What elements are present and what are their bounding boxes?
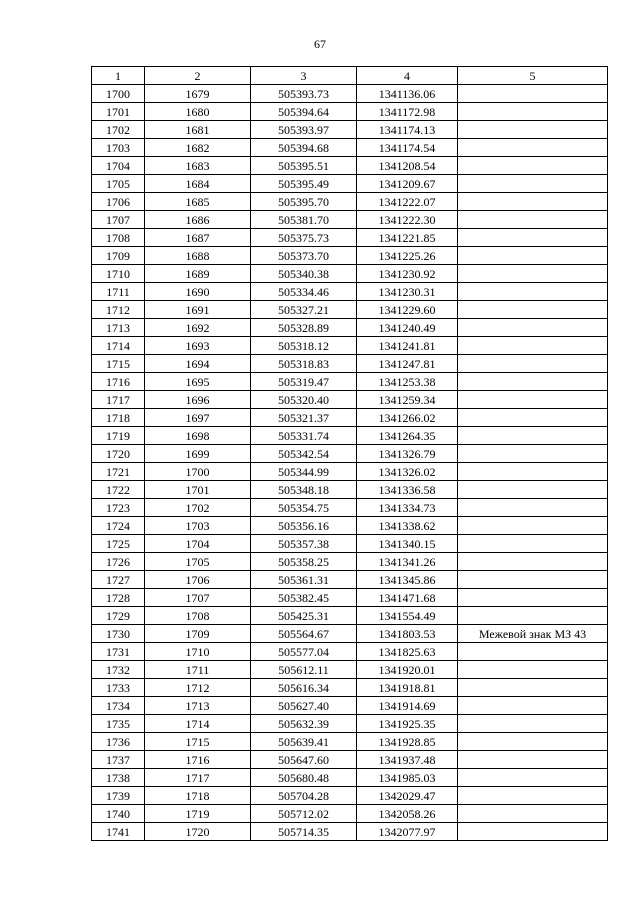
index-cell: 1709 bbox=[145, 625, 251, 643]
point-number-cell: 1706 bbox=[92, 193, 145, 211]
note-cell bbox=[458, 589, 608, 607]
index-cell: 1694 bbox=[145, 355, 251, 373]
table-row bbox=[92, 661, 608, 679]
point-number-cell: 1727 bbox=[92, 571, 145, 589]
note-cell bbox=[458, 121, 608, 139]
index-cell: 1704 bbox=[145, 535, 251, 553]
y-coordinate-cell: 1342077.97 bbox=[357, 823, 458, 841]
y-coordinate-cell: 1341259.34 bbox=[357, 391, 458, 409]
table-row bbox=[92, 157, 608, 175]
point-number-cell: 1728 bbox=[92, 589, 145, 607]
table-row bbox=[92, 373, 608, 391]
note-cell bbox=[458, 805, 608, 823]
point-number-cell: 1721 bbox=[92, 463, 145, 481]
point-number-cell: 1701 bbox=[92, 103, 145, 121]
point-number-cell: 1729 bbox=[92, 607, 145, 625]
y-coordinate-cell: 1341937.48 bbox=[357, 751, 458, 769]
table-row bbox=[92, 301, 608, 319]
index-cell: 1687 bbox=[145, 229, 251, 247]
table-row bbox=[92, 319, 608, 337]
point-number-cell: 1719 bbox=[92, 427, 145, 445]
table-row bbox=[92, 553, 608, 571]
y-coordinate-cell: 1341985.03 bbox=[357, 769, 458, 787]
y-coordinate-cell: 1341825.63 bbox=[357, 643, 458, 661]
note-cell bbox=[458, 769, 608, 787]
header-row bbox=[92, 67, 608, 85]
index-cell: 1707 bbox=[145, 589, 251, 607]
table-row bbox=[92, 643, 608, 661]
point-number-cell: 1733 bbox=[92, 679, 145, 697]
note-cell bbox=[458, 535, 608, 553]
x-coordinate-cell: 505564.67 bbox=[251, 625, 357, 643]
index-cell: 1697 bbox=[145, 409, 251, 427]
coordinates-table bbox=[91, 66, 608, 841]
x-coordinate-cell: 505612.11 bbox=[251, 661, 357, 679]
table-row bbox=[92, 481, 608, 499]
index-cell: 1696 bbox=[145, 391, 251, 409]
point-number-cell: 1710 bbox=[92, 265, 145, 283]
x-coordinate-cell: 505320.40 bbox=[251, 391, 357, 409]
table-header bbox=[92, 67, 608, 85]
note-cell bbox=[458, 715, 608, 733]
y-coordinate-cell: 1341136.06 bbox=[357, 85, 458, 103]
x-coordinate-cell: 505344.99 bbox=[251, 463, 357, 481]
table-row bbox=[92, 751, 608, 769]
x-coordinate-cell: 505361.31 bbox=[251, 571, 357, 589]
table-row bbox=[92, 103, 608, 121]
x-coordinate-cell: 505321.37 bbox=[251, 409, 357, 427]
index-cell: 1692 bbox=[145, 319, 251, 337]
y-coordinate-cell: 1341471.68 bbox=[357, 589, 458, 607]
index-cell: 1705 bbox=[145, 553, 251, 571]
y-coordinate-cell: 1341209.67 bbox=[357, 175, 458, 193]
point-number-cell: 1738 bbox=[92, 769, 145, 787]
x-coordinate-cell: 505395.70 bbox=[251, 193, 357, 211]
note-cell bbox=[458, 85, 608, 103]
index-cell: 1710 bbox=[145, 643, 251, 661]
x-coordinate-cell: 505393.97 bbox=[251, 121, 357, 139]
table-row bbox=[92, 787, 608, 805]
x-coordinate-cell: 505395.51 bbox=[251, 157, 357, 175]
x-coordinate-cell: 505328.89 bbox=[251, 319, 357, 337]
x-coordinate-cell: 505373.70 bbox=[251, 247, 357, 265]
index-cell: 1698 bbox=[145, 427, 251, 445]
point-number-cell: 1734 bbox=[92, 697, 145, 715]
y-coordinate-cell: 1341918.81 bbox=[357, 679, 458, 697]
x-coordinate-cell: 505340.38 bbox=[251, 265, 357, 283]
y-coordinate-cell: 1341230.92 bbox=[357, 265, 458, 283]
note-cell bbox=[458, 463, 608, 481]
note-cell bbox=[458, 553, 608, 571]
point-number-cell: 1724 bbox=[92, 517, 145, 535]
point-number-cell: 1726 bbox=[92, 553, 145, 571]
point-number-cell: 1708 bbox=[92, 229, 145, 247]
note-cell bbox=[458, 751, 608, 769]
index-cell: 1701 bbox=[145, 481, 251, 499]
y-coordinate-cell: 1341264.35 bbox=[357, 427, 458, 445]
point-number-cell: 1712 bbox=[92, 301, 145, 319]
table-row bbox=[92, 409, 608, 427]
table-row bbox=[92, 85, 608, 103]
note-cell bbox=[458, 517, 608, 535]
y-coordinate-cell: 1341554.49 bbox=[357, 607, 458, 625]
x-coordinate-cell: 505356.16 bbox=[251, 517, 357, 535]
y-coordinate-cell: 1341326.79 bbox=[357, 445, 458, 463]
y-coordinate-cell: 1341326.02 bbox=[357, 463, 458, 481]
x-coordinate-cell: 505395.49 bbox=[251, 175, 357, 193]
y-coordinate-cell: 1341230.31 bbox=[357, 283, 458, 301]
index-cell: 1715 bbox=[145, 733, 251, 751]
x-coordinate-cell: 505632.39 bbox=[251, 715, 357, 733]
note-cell bbox=[458, 283, 608, 301]
note-cell bbox=[458, 211, 608, 229]
index-cell: 1695 bbox=[145, 373, 251, 391]
x-coordinate-cell: 505358.25 bbox=[251, 553, 357, 571]
table-row bbox=[92, 733, 608, 751]
point-number-cell: 1739 bbox=[92, 787, 145, 805]
table-row bbox=[92, 121, 608, 139]
table-row bbox=[92, 211, 608, 229]
table-row bbox=[92, 391, 608, 409]
index-cell: 1683 bbox=[145, 157, 251, 175]
x-coordinate-cell: 505714.35 bbox=[251, 823, 357, 841]
table-row bbox=[92, 607, 608, 625]
x-coordinate-cell: 505331.74 bbox=[251, 427, 357, 445]
table-row bbox=[92, 229, 608, 247]
point-number-cell: 1718 bbox=[92, 409, 145, 427]
index-cell: 1690 bbox=[145, 283, 251, 301]
index-cell: 1713 bbox=[145, 697, 251, 715]
y-coordinate-cell: 1342029.47 bbox=[357, 787, 458, 805]
y-coordinate-cell: 1341222.07 bbox=[357, 193, 458, 211]
note-cell bbox=[458, 229, 608, 247]
y-coordinate-cell: 1341334.73 bbox=[357, 499, 458, 517]
header-cell-1: 1 bbox=[92, 67, 145, 85]
y-coordinate-cell: 1341341.26 bbox=[357, 553, 458, 571]
x-coordinate-cell: 505647.60 bbox=[251, 751, 357, 769]
point-number-cell: 1716 bbox=[92, 373, 145, 391]
y-coordinate-cell: 1341253.38 bbox=[357, 373, 458, 391]
index-cell: 1717 bbox=[145, 769, 251, 787]
index-cell: 1714 bbox=[145, 715, 251, 733]
x-coordinate-cell: 505319.47 bbox=[251, 373, 357, 391]
table-row bbox=[92, 535, 608, 553]
x-coordinate-cell: 505425.31 bbox=[251, 607, 357, 625]
table-row bbox=[92, 679, 608, 697]
note-cell bbox=[458, 481, 608, 499]
table-row bbox=[92, 517, 608, 535]
x-coordinate-cell: 505318.83 bbox=[251, 355, 357, 373]
note-cell bbox=[458, 445, 608, 463]
x-coordinate-cell: 505639.41 bbox=[251, 733, 357, 751]
y-coordinate-cell: 1341229.60 bbox=[357, 301, 458, 319]
y-coordinate-cell: 1341221.85 bbox=[357, 229, 458, 247]
index-cell: 1689 bbox=[145, 265, 251, 283]
index-cell: 1684 bbox=[145, 175, 251, 193]
x-coordinate-cell: 505394.68 bbox=[251, 139, 357, 157]
y-coordinate-cell: 1341340.15 bbox=[357, 535, 458, 553]
y-coordinate-cell: 1341266.02 bbox=[357, 409, 458, 427]
note-cell bbox=[458, 499, 608, 517]
index-cell: 1700 bbox=[145, 463, 251, 481]
y-coordinate-cell: 1341172.98 bbox=[357, 103, 458, 121]
note-cell bbox=[458, 427, 608, 445]
header-cell-2: 2 bbox=[145, 67, 251, 85]
note-cell bbox=[458, 103, 608, 121]
table-row bbox=[92, 175, 608, 193]
note-cell bbox=[458, 337, 608, 355]
note-cell bbox=[458, 139, 608, 157]
note-cell bbox=[458, 193, 608, 211]
note-cell bbox=[458, 373, 608, 391]
x-coordinate-cell: 505348.18 bbox=[251, 481, 357, 499]
x-coordinate-cell: 505375.73 bbox=[251, 229, 357, 247]
note-cell bbox=[458, 607, 608, 625]
y-coordinate-cell: 1341928.85 bbox=[357, 733, 458, 751]
point-number-cell: 1709 bbox=[92, 247, 145, 265]
point-number-cell: 1717 bbox=[92, 391, 145, 409]
y-coordinate-cell: 1341208.54 bbox=[357, 157, 458, 175]
table-row bbox=[92, 823, 608, 841]
point-number-cell: 1711 bbox=[92, 283, 145, 301]
table-row bbox=[92, 463, 608, 481]
note-cell bbox=[458, 319, 608, 337]
x-coordinate-cell: 505393.73 bbox=[251, 85, 357, 103]
table-body bbox=[92, 85, 608, 841]
table-row bbox=[92, 427, 608, 445]
page-number: 67 bbox=[314, 37, 326, 51]
point-number-cell: 1713 bbox=[92, 319, 145, 337]
y-coordinate-cell: 1341345.86 bbox=[357, 571, 458, 589]
point-number-cell: 1737 bbox=[92, 751, 145, 769]
x-coordinate-cell: 505354.75 bbox=[251, 499, 357, 517]
index-cell: 1682 bbox=[145, 139, 251, 157]
note-cell bbox=[458, 679, 608, 697]
header-cell-3: 3 bbox=[251, 67, 357, 85]
table-row bbox=[92, 247, 608, 265]
point-number-cell: 1731 bbox=[92, 643, 145, 661]
point-number-cell: 1707 bbox=[92, 211, 145, 229]
x-coordinate-cell: 505357.38 bbox=[251, 535, 357, 553]
point-number-cell: 1700 bbox=[92, 85, 145, 103]
y-coordinate-cell: 1341225.26 bbox=[357, 247, 458, 265]
table-row bbox=[92, 265, 608, 283]
table-row bbox=[92, 625, 608, 643]
index-cell: 1681 bbox=[145, 121, 251, 139]
table-row bbox=[92, 571, 608, 589]
x-coordinate-cell: 505318.12 bbox=[251, 337, 357, 355]
note-cell bbox=[458, 787, 608, 805]
y-coordinate-cell: 1341803.53 bbox=[357, 625, 458, 643]
x-coordinate-cell: 505704.28 bbox=[251, 787, 357, 805]
table-row bbox=[92, 697, 608, 715]
index-cell: 1680 bbox=[145, 103, 251, 121]
table-row bbox=[92, 139, 608, 157]
note-cell: Межевой знак МЗ 43 bbox=[458, 625, 608, 643]
point-number-cell: 1740 bbox=[92, 805, 145, 823]
index-cell: 1719 bbox=[145, 805, 251, 823]
y-coordinate-cell: 1341222.30 bbox=[357, 211, 458, 229]
table-row bbox=[92, 283, 608, 301]
index-cell: 1699 bbox=[145, 445, 251, 463]
index-cell: 1720 bbox=[145, 823, 251, 841]
point-number-cell: 1730 bbox=[92, 625, 145, 643]
point-number-cell: 1725 bbox=[92, 535, 145, 553]
index-cell: 1686 bbox=[145, 211, 251, 229]
y-coordinate-cell: 1341240.49 bbox=[357, 319, 458, 337]
y-coordinate-cell: 1342058.26 bbox=[357, 805, 458, 823]
note-cell bbox=[458, 697, 608, 715]
note-cell bbox=[458, 733, 608, 751]
point-number-cell: 1705 bbox=[92, 175, 145, 193]
note-cell bbox=[458, 355, 608, 373]
x-coordinate-cell: 505680.48 bbox=[251, 769, 357, 787]
point-number-cell: 1736 bbox=[92, 733, 145, 751]
x-coordinate-cell: 505394.64 bbox=[251, 103, 357, 121]
x-coordinate-cell: 505616.34 bbox=[251, 679, 357, 697]
table-row bbox=[92, 589, 608, 607]
index-cell: 1712 bbox=[145, 679, 251, 697]
table-row bbox=[92, 193, 608, 211]
note-cell bbox=[458, 301, 608, 319]
index-cell: 1702 bbox=[145, 499, 251, 517]
x-coordinate-cell: 505627.40 bbox=[251, 697, 357, 715]
point-number-cell: 1735 bbox=[92, 715, 145, 733]
point-number-cell: 1741 bbox=[92, 823, 145, 841]
x-coordinate-cell: 505327.21 bbox=[251, 301, 357, 319]
y-coordinate-cell: 1341336.58 bbox=[357, 481, 458, 499]
point-number-cell: 1722 bbox=[92, 481, 145, 499]
note-cell bbox=[458, 823, 608, 841]
table-row bbox=[92, 499, 608, 517]
index-cell: 1711 bbox=[145, 661, 251, 679]
table-row bbox=[92, 355, 608, 373]
index-cell: 1716 bbox=[145, 751, 251, 769]
y-coordinate-cell: 1341241.81 bbox=[357, 337, 458, 355]
index-cell: 1685 bbox=[145, 193, 251, 211]
x-coordinate-cell: 505382.45 bbox=[251, 589, 357, 607]
y-coordinate-cell: 1341914.69 bbox=[357, 697, 458, 715]
note-cell bbox=[458, 175, 608, 193]
note-cell bbox=[458, 157, 608, 175]
y-coordinate-cell: 1341925.35 bbox=[357, 715, 458, 733]
table-row bbox=[92, 715, 608, 733]
table-row bbox=[92, 769, 608, 787]
index-cell: 1688 bbox=[145, 247, 251, 265]
point-number-cell: 1714 bbox=[92, 337, 145, 355]
y-coordinate-cell: 1341338.62 bbox=[357, 517, 458, 535]
note-cell bbox=[458, 643, 608, 661]
note-cell bbox=[458, 571, 608, 589]
index-cell: 1708 bbox=[145, 607, 251, 625]
note-cell bbox=[458, 661, 608, 679]
x-coordinate-cell: 505712.02 bbox=[251, 805, 357, 823]
note-cell bbox=[458, 265, 608, 283]
note-cell bbox=[458, 391, 608, 409]
point-number-cell: 1723 bbox=[92, 499, 145, 517]
point-number-cell: 1703 bbox=[92, 139, 145, 157]
index-cell: 1679 bbox=[145, 85, 251, 103]
table-row bbox=[92, 805, 608, 823]
point-number-cell: 1704 bbox=[92, 157, 145, 175]
x-coordinate-cell: 505381.70 bbox=[251, 211, 357, 229]
x-coordinate-cell: 505342.54 bbox=[251, 445, 357, 463]
y-coordinate-cell: 1341174.54 bbox=[357, 139, 458, 157]
header-cell-5: 5 bbox=[458, 67, 608, 85]
index-cell: 1706 bbox=[145, 571, 251, 589]
header-cell-4: 4 bbox=[357, 67, 458, 85]
point-number-cell: 1715 bbox=[92, 355, 145, 373]
y-coordinate-cell: 1341174.13 bbox=[357, 121, 458, 139]
x-coordinate-cell: 505577.04 bbox=[251, 643, 357, 661]
index-cell: 1693 bbox=[145, 337, 251, 355]
table-row bbox=[92, 337, 608, 355]
note-cell bbox=[458, 409, 608, 427]
y-coordinate-cell: 1341247.81 bbox=[357, 355, 458, 373]
point-number-cell: 1702 bbox=[92, 121, 145, 139]
note-cell bbox=[458, 247, 608, 265]
index-cell: 1703 bbox=[145, 517, 251, 535]
index-cell: 1718 bbox=[145, 787, 251, 805]
y-coordinate-cell: 1341920.01 bbox=[357, 661, 458, 679]
point-number-cell: 1720 bbox=[92, 445, 145, 463]
point-number-cell: 1732 bbox=[92, 661, 145, 679]
x-coordinate-cell: 505334.46 bbox=[251, 283, 357, 301]
table-row bbox=[92, 445, 608, 463]
index-cell: 1691 bbox=[145, 301, 251, 319]
